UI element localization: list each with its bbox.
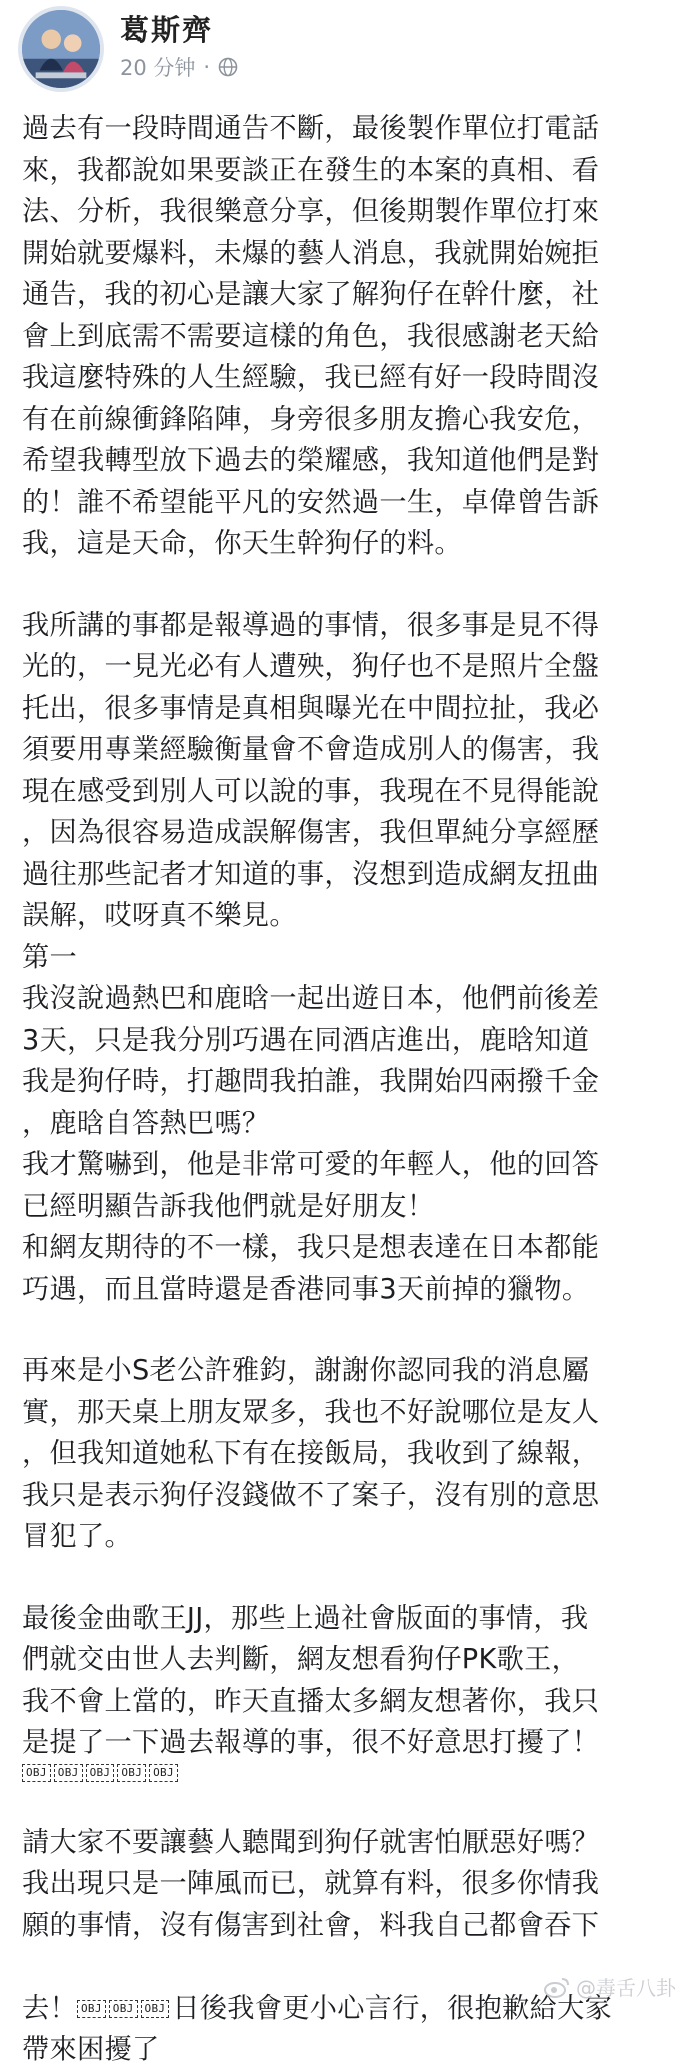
emoji-placeholder: OBJ: [77, 2000, 106, 2018]
emoji-placeholder: OBJ: [109, 2000, 138, 2018]
closing-suffix: 日後我會更小心言行，很抱歉給大家: [172, 1992, 613, 2024]
paragraph-last: 最後金曲歌王JJ，那些上過社會版面的事情，我 們就交由世人去判斷，網友想看狗仔PK歌王， 我不會上當的，昨天直播太多網友想著你，我只 是提了一下過去報導的事，很不好意思打擾了！: [22, 1602, 600, 1758]
closing-prefix: 去！: [22, 1992, 77, 2024]
post-time[interactable]: 20 分钟: [120, 56, 196, 80]
avatar[interactable]: [18, 6, 104, 92]
paragraph-first: 第一 我沒說過熱巴和鹿晗一起出遊日本，他們前後差 3天，只是我分別巧遇在同酒店進出，鹿晗知道 我是狗仔時，打趣問我拍誰，我開始四兩撥千金 ，鹿晗自答熱巴嗎？ 我才驚嚇到，他是非常可愛的年輕人，他的回答 已經明顯告訴我他們就是好朋友！ 和網友期待的不一樣，我只是想表達在日本都能 巧遇，而且當時還是香港同事3天前掉的獵物。: [22, 941, 600, 1305]
emoji-placeholder: OBJ: [54, 1764, 83, 1782]
globe-icon: [218, 57, 238, 77]
profile-photo-icon: [22, 10, 100, 88]
paragraph-intro: 過去有一段時間通告不斷，最後製作單位打電話 來，我都說如果要談正在發生的本案的真相、看 法、分析，我很樂意分享，但後期製作單位打來 開始就要爆料，未爆的藝人消息，我就開始婉拒 通告，我的初心是讓大家了解狗仔在幹什麼，社 會上到底需不需要這樣的角色，我很感謝老天給 我這麼特殊的人生經驗，我已經有好一段時間沒 有在前線衝鋒陷陣，身旁很多朋友擔心我安危， 希望我轉型放下過去的榮耀感，我知道他們是對 的！誰不希望能平凡的安然過一生，卓偉曾告訴 我，這是天命，你天生幹狗仔的料。: [22, 113, 600, 559]
post-meta: [120, 52, 238, 82]
post-header: [0, 0, 690, 100]
paragraph-closing-end: 帶來困擾了: [22, 2034, 160, 2065]
paragraph-reporting: 我所講的事都是報導過的事情，很多事是見不得 光的，一見光必有人遭殃，狗仔也不是照片全盤 托出，很多事情是真相與曝光在中間拉扯，我必 須要用專業經驗衡量會不會造成別人的傷害，我 現在感受到別人可以說的事，我現在不見得能說 ，因為很容易造成誤解傷害，我但單純分享經歷 過往那些記者才知道的事，沒想到造成網友扭曲 誤解，哎呀真不樂見。: [22, 609, 600, 931]
dot-separator: ·: [203, 55, 211, 79]
emoji-placeholder: OBJ: [117, 1764, 146, 1782]
emoji-placeholder: OBJ: [141, 2000, 170, 2018]
emoji-placeholder: OBJ: [86, 1764, 115, 1782]
author-name[interactable]: 葛斯齊: [120, 13, 214, 47]
paragraph-second: 再來是小S老公許雅鈞，謝謝你認同我的消息屬 實，那天桌上朋友眾多，我也不好說哪位是友人 ，但我知道她私下有在接飯局，我收到了線報， 我只是表示狗仔沒錢做不了案子，沒有別的意思 冒犯了。: [22, 1355, 600, 1552]
emoji-placeholder: OBJ: [22, 1764, 51, 1782]
watermark: [544, 1972, 676, 2001]
emoji-placeholder: OBJ: [149, 1764, 178, 1782]
emoji-placeholder-row: [22, 1764, 682, 1782]
watermark-text: @毒舌八卦: [576, 1976, 676, 2000]
weibo-icon: [544, 1976, 570, 1998]
paragraph-closing: 請大家不要讓藝人聽聞到狗仔就害怕厭惡好嗎？ 我出現只是一陣風而已，就算有料，很多你情我 願的事情，沒有傷害到社會，料我自己都會吞下: [22, 1826, 600, 1941]
post-body: [22, 108, 682, 2071]
